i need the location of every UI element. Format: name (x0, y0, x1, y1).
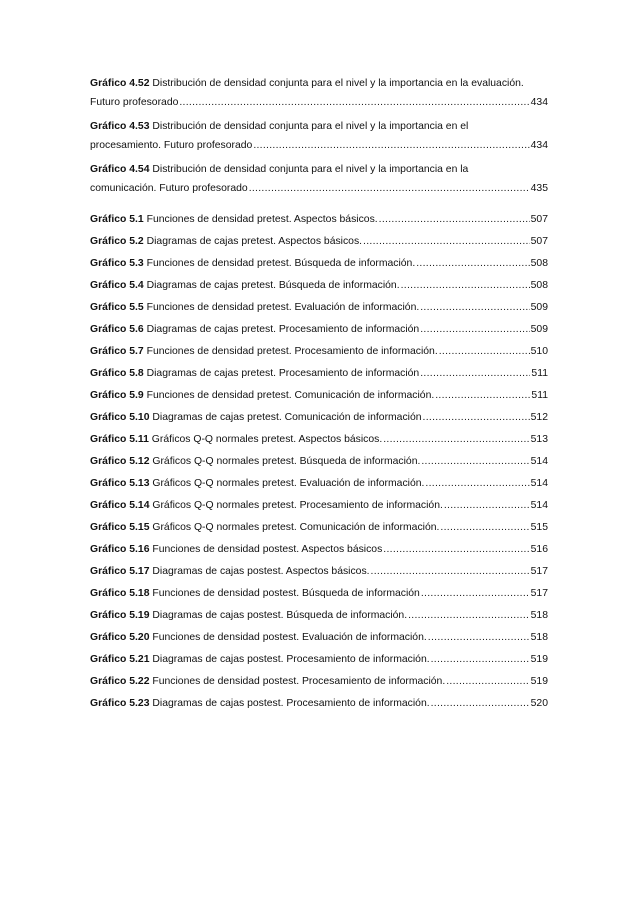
toc-entry[interactable] (90, 650, 548, 672)
page-number: 517 (530, 588, 548, 599)
toc-entry[interactable] (90, 364, 548, 386)
page-number: 518 (530, 610, 548, 621)
figure-number: Gráfico 5.21 (90, 654, 150, 665)
dot-leader (363, 232, 530, 251)
figure-caption-cont: comunicación. Futuro profesorado (90, 183, 248, 194)
page-number: 518 (530, 632, 548, 643)
figure-number: Gráfico 5.4 (90, 280, 144, 291)
dot-leader (420, 364, 530, 383)
toc-entry[interactable] (90, 117, 548, 155)
figure-number: Gráfico 5.18 (90, 588, 150, 599)
figure-number: Gráfico 5.17 (90, 566, 150, 577)
toc-entry[interactable] (90, 672, 548, 694)
dot-leader (423, 408, 530, 427)
dot-leader (249, 179, 530, 198)
page-number: 511 (531, 390, 548, 401)
figure-number: Gráfico 5.14 (90, 500, 150, 511)
figure-caption: Diagramas de cajas pretest. Procesamiento de información (143, 324, 420, 335)
dot-leader (446, 672, 529, 691)
dot-leader (428, 628, 530, 647)
figure-number: Gráfico 5.16 (90, 544, 150, 555)
toc-entry[interactable] (90, 474, 548, 496)
figure-caption: Funciones de densidad postest. Evaluación de información. (149, 632, 427, 643)
figure-caption: Gráficos Q-Q normales pretest. Aspectos básicos. (148, 434, 383, 445)
dot-leader (421, 584, 530, 603)
figure-caption: Diagramas de cajas pretest. Aspectos básicos. (143, 236, 363, 247)
page-number: 512 (530, 412, 548, 423)
figure-number: Gráfico 5.20 (90, 632, 150, 643)
figure-caption: Distribución de densidad conjunta para el nivel y la importancia en el (149, 121, 469, 132)
page-number: 511 (531, 368, 548, 379)
page-number: 434 (530, 140, 548, 151)
figure-number: Gráfico 5.12 (90, 456, 150, 467)
figure-caption: Funciones de densidad pretest. Procesamiento de información. (143, 346, 438, 357)
figure-caption: Diagramas de cajas postest. Procesamiento de información. (149, 698, 430, 709)
figure-number: Gráfico 5.7 (90, 346, 144, 357)
dot-leader (179, 93, 529, 112)
figure-number: Gráfico 5.5 (90, 302, 144, 313)
dot-leader (420, 298, 529, 317)
toc-entry[interactable] (90, 232, 548, 254)
figure-caption: Diagramas de cajas pretest. Procesamiento de información (143, 368, 420, 379)
page-number: 510 (530, 346, 548, 357)
figure-caption: Diagramas de cajas postest. Procesamiento de información. (149, 654, 430, 665)
figure-number: Gráfico 5.10 (90, 412, 150, 423)
page-number: 514 (530, 500, 548, 511)
figure-caption: Distribución de densidad conjunta para el nivel y la importancia en la evaluación. (149, 78, 524, 89)
dot-leader (425, 474, 529, 493)
page-number: 515 (530, 522, 548, 533)
dot-leader (444, 496, 530, 515)
dot-leader (439, 342, 530, 361)
toc-entry[interactable] (90, 276, 548, 298)
dot-leader (440, 518, 529, 537)
page-number: 519 (530, 654, 548, 665)
figure-number: Gráfico 5.19 (90, 610, 150, 621)
page-number: 507 (530, 214, 548, 225)
toc-entry[interactable] (90, 628, 548, 650)
figure-caption: Diagramas de cajas pretest. Comunicación de información (149, 412, 422, 423)
figure-number: Gráfico 4.52 (90, 78, 150, 89)
page-number: 507 (530, 236, 548, 247)
dot-leader (416, 254, 529, 273)
dot-leader (420, 320, 529, 339)
figure-caption: Gráficos Q-Q normales pretest. Evaluación de información. (149, 478, 425, 489)
toc-entry[interactable] (90, 496, 548, 518)
page-number: 509 (530, 324, 548, 335)
single-line-entries (90, 210, 548, 716)
figure-caption: Funciones de densidad pretest. Búsqueda de información. (143, 258, 416, 269)
figure-caption-cont: Futuro profesorado (90, 97, 179, 108)
toc-entry[interactable] (90, 74, 548, 112)
figure-caption: Diagramas de cajas postest. Aspectos básicos. (149, 566, 370, 577)
dot-leader (431, 650, 530, 669)
figure-caption: Funciones de densidad postest. Aspectos básicos (149, 544, 383, 555)
figure-caption: Funciones de densidad pretest. Aspectos básicos. (143, 214, 378, 225)
dot-leader (401, 276, 530, 295)
figure-caption: Funciones de densidad pretest. Comunicación de información. (143, 390, 435, 401)
toc-entry[interactable] (90, 430, 548, 452)
figure-number: Gráfico 5.3 (90, 258, 144, 269)
dot-leader (383, 430, 529, 449)
toc-entry[interactable] (90, 298, 548, 320)
dot-leader (408, 606, 530, 625)
list-of-figures (90, 74, 548, 716)
figure-number: Gráfico 4.54 (90, 164, 150, 175)
page-number: 435 (530, 183, 548, 194)
page-number: 516 (530, 544, 548, 555)
page-number: 508 (530, 280, 548, 291)
toc-entry[interactable] (90, 452, 548, 474)
dot-leader (371, 562, 530, 581)
figure-number: Gráfico 5.23 (90, 698, 150, 709)
toc-entry[interactable] (90, 540, 548, 562)
figure-caption: Gráficos Q-Q normales pretest. Búsqueda de información. (149, 456, 421, 467)
figure-number: Gráfico 5.8 (90, 368, 144, 379)
figure-number: Gráfico 4.53 (90, 121, 150, 132)
figure-caption: Diagramas de cajas pretest. Búsqueda de información. (143, 280, 400, 291)
page-number: 517 (530, 566, 548, 577)
figure-caption: Gráficos Q-Q normales pretest. Procesamiento de información. (149, 500, 443, 511)
dot-leader (421, 452, 529, 471)
figure-caption: Distribución de densidad conjunta para el nivel y la importancia en la (149, 164, 469, 175)
figure-caption: Funciones de densidad postest. Búsqueda de información (149, 588, 420, 599)
figure-number: Gráfico 5.9 (90, 390, 144, 401)
page-number: 519 (530, 676, 548, 687)
figure-number: Gráfico 5.2 (90, 236, 144, 247)
toc-entry[interactable] (90, 342, 548, 364)
figure-number: Gráfico 5.13 (90, 478, 150, 489)
toc-entry[interactable] (90, 518, 548, 540)
dot-leader (431, 694, 530, 713)
toc-entry[interactable] (90, 584, 548, 606)
figure-number: Gráfico 5.22 (90, 676, 150, 687)
figure-caption: Gráficos Q-Q normales pretest. Comunicación de información. (149, 522, 440, 533)
toc-entry[interactable] (90, 254, 548, 276)
toc-entry[interactable] (90, 606, 548, 628)
toc-entry[interactable] (90, 694, 548, 716)
page-number: 434 (530, 97, 548, 108)
figure-number: Gráfico 5.6 (90, 324, 144, 335)
page-number: 513 (530, 434, 548, 445)
figure-caption: Funciones de densidad postest. Procesamiento de información. (149, 676, 446, 687)
figure-caption: Funciones de densidad pretest. Evaluación de información. (143, 302, 420, 313)
figure-number: Gráfico 5.15 (90, 522, 150, 533)
dot-leader (383, 540, 529, 559)
toc-entry[interactable] (90, 320, 548, 342)
page-number: 508 (530, 258, 548, 269)
figure-caption-cont: procesamiento. Futuro profesorado (90, 140, 253, 151)
toc-entry[interactable] (90, 408, 548, 430)
page-number: 514 (530, 456, 548, 467)
dot-leader (379, 210, 530, 229)
page-number: 514 (530, 478, 548, 489)
toc-entry[interactable] (90, 386, 548, 408)
figure-number: Gráfico 5.1 (90, 214, 144, 225)
toc-entry[interactable] (90, 160, 548, 198)
dot-leader (435, 386, 530, 405)
figure-number: Gráfico 5.11 (90, 434, 149, 445)
toc-entry[interactable] (90, 562, 548, 584)
figure-caption: Diagramas de cajas postest. Búsqueda de información. (149, 610, 408, 621)
page-number: 520 (530, 698, 548, 709)
dot-leader (253, 136, 529, 155)
page-number: 509 (530, 302, 548, 313)
toc-entry[interactable] (90, 210, 548, 232)
